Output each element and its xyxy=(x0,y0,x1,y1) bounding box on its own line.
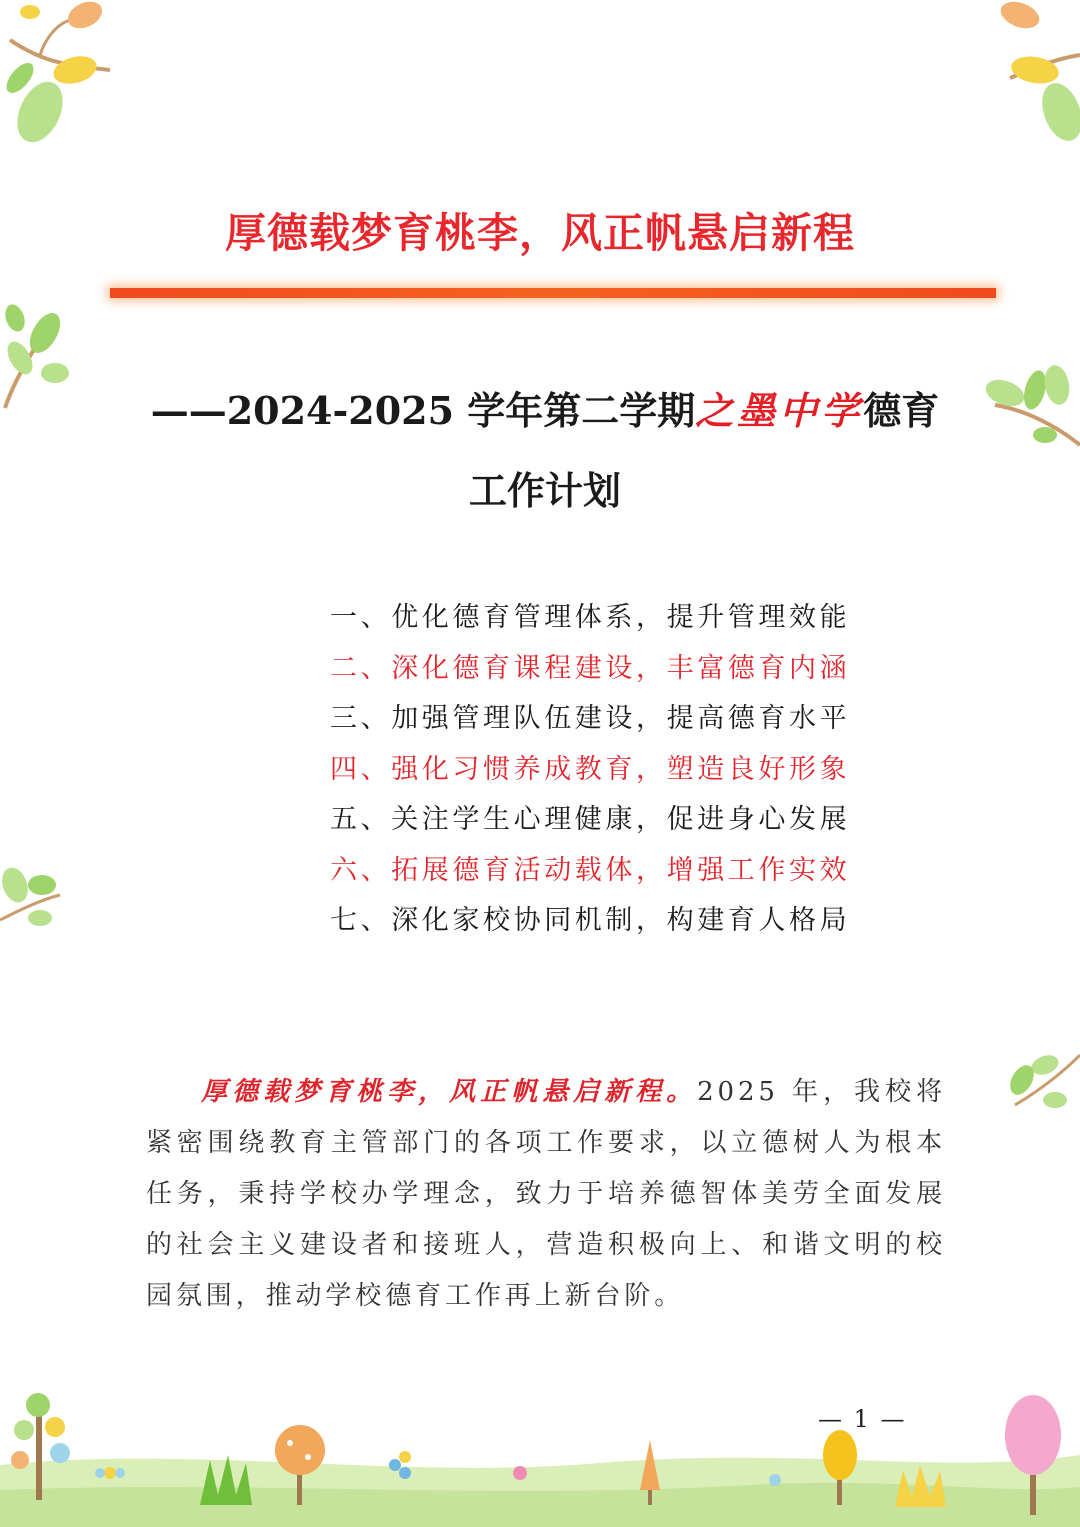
left-lower-branch-decoration xyxy=(0,860,70,940)
intro-lead: 厚德载梦育桃李，风正帆悬启新程。 xyxy=(200,1077,698,1107)
toc-item: 五、关注学生心理健康，促进身心发展 xyxy=(330,804,851,835)
subtitle-prefix: ——2024-2025 学年第二学期 xyxy=(150,388,696,433)
right-lower-branch-decoration xyxy=(1000,1045,1080,1125)
top-left-branch-decoration xyxy=(0,0,120,150)
intro-body: 2025 年，我校将紧密围绕教育主管部门的各项工作要求，以立德树人为根本任务，秉持学校办学理念，致力于培养德智体美劳全面发展的社会主义建设者和接班人，营造积极向上、和谐文明的校园氛围，推动学校德育工作再上新台阶。 xyxy=(146,1077,947,1311)
headline-divider-bar xyxy=(110,288,996,298)
bottom-garden-border-decoration xyxy=(0,1385,1080,1527)
toc-item: 二、深化德育课程建设，丰富德育内涵 xyxy=(330,652,851,684)
toc-item: 六、拓展德育活动载体，增强工作实效 xyxy=(330,854,851,886)
document-headline: 厚德载梦育桃李，风正帆悬启新程 xyxy=(225,209,855,257)
document-subtitle-line2: 工作计划 xyxy=(468,468,621,513)
toc-item: 一、优化德育管理体系，提升管理效能 xyxy=(330,602,851,633)
table-of-contents xyxy=(330,598,850,952)
subtitle-suffix: 德育 xyxy=(863,388,940,433)
toc-item: 四、强化习惯养成教育，塑造良好形象 xyxy=(330,753,851,785)
intro-paragraph xyxy=(146,1067,946,1322)
page-number: — 1 — xyxy=(818,1405,907,1433)
left-middle-branch-decoration xyxy=(0,298,80,418)
document-subtitle xyxy=(120,380,970,435)
top-right-branch-decoration xyxy=(980,0,1080,150)
school-name: 之墨中学 xyxy=(695,388,864,433)
right-middle-branch-decoration xyxy=(985,355,1080,455)
toc-item: 三、加强管理队伍建设，提高德育水平 xyxy=(330,703,851,734)
toc-item: 七、深化家校协同机制，构建育人格局 xyxy=(330,905,851,936)
